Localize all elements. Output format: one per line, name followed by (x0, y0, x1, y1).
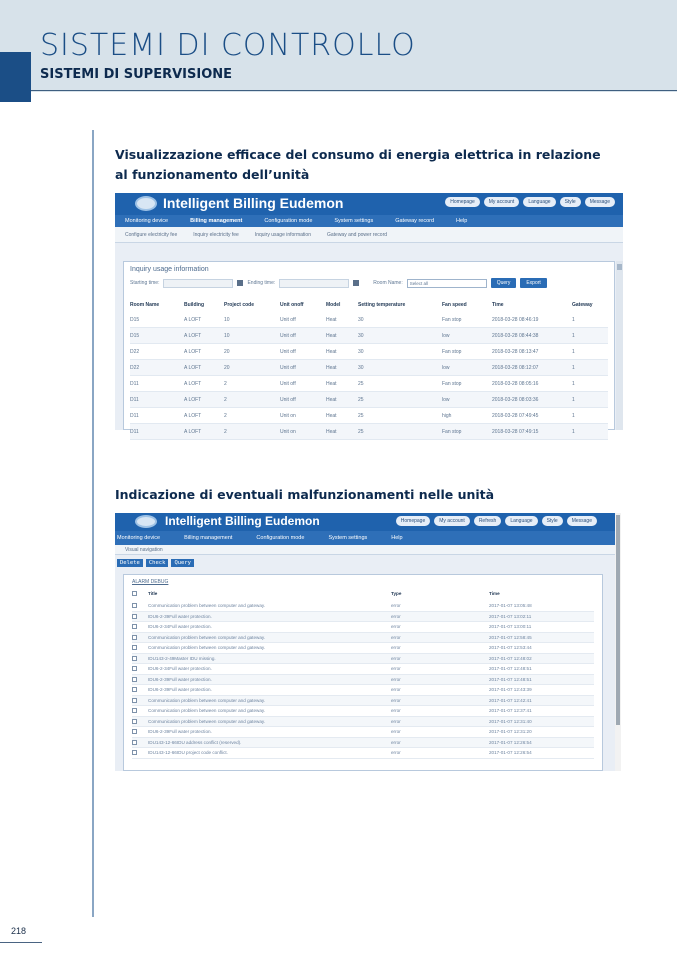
row-checkbox[interactable] (132, 645, 137, 650)
app-title: Intelligent Billing Eudemon (163, 195, 344, 211)
ending-time-label: Ending time: (247, 280, 276, 286)
alarm-table-header (132, 591, 594, 596)
alarm-row[interactable] (132, 696, 594, 707)
alarm-cell: 2017-01-07 12:42:41 (489, 697, 532, 703)
scrollbar[interactable] (615, 513, 621, 771)
header-divider (31, 90, 677, 91)
table-cell: A LOFT (184, 428, 202, 435)
homepage-link[interactable]: Homepage (396, 516, 430, 526)
calendar-icon[interactable] (353, 280, 359, 286)
table-cell: 1 (572, 380, 575, 387)
col-project-code[interactable]: Project code (224, 302, 255, 308)
col-model[interactable]: Model (326, 302, 341, 308)
row-checkbox-cell (132, 624, 148, 629)
table-cell: A LOFT (184, 316, 202, 323)
table-cell: Unit off (280, 380, 296, 387)
table-cell: 25 (358, 412, 364, 419)
alarm-cell: Communication problem between computer and gateway. (148, 708, 266, 714)
table-cell: Unit off (280, 348, 296, 355)
table-cell: Heat (326, 396, 337, 403)
alarm-cell: error (391, 603, 401, 609)
table-cell: D15 (130, 316, 140, 323)
table-cell: high (442, 412, 452, 419)
scrollbar-thumb[interactable] (616, 515, 620, 725)
starting-time-label: Starting time: (130, 280, 160, 286)
table-cell: A LOFT (184, 396, 202, 403)
col-room-name[interactable]: Room Name (130, 302, 160, 308)
table-cell: Heat (326, 348, 337, 355)
alarm-row[interactable] (132, 727, 594, 738)
table-cell: Unit off (280, 316, 296, 323)
table-cell: 2 (224, 428, 227, 435)
room-name-label: Room Name: (373, 280, 403, 286)
table-cell: D11 (130, 428, 139, 435)
panel-label: ALARM DEBUG (132, 579, 169, 585)
table-cell: 2018-03-28 08:05:16 (492, 380, 539, 387)
row-checkbox-cell (132, 729, 148, 734)
row-checkbox[interactable] (132, 687, 137, 692)
alarm-cell: Communication problem between computer and gateway. (148, 697, 266, 703)
alarm-cell: 2017-01-07 12:26:54 (489, 739, 532, 745)
table-row[interactable] (130, 376, 608, 392)
nav-help[interactable]: Help (391, 535, 403, 541)
table-cell: 30 (358, 348, 364, 355)
alarm-cell: IDU6-2-34Full water protection. (148, 624, 212, 630)
sub-nav (115, 545, 621, 555)
table-cell: D15 (130, 332, 140, 339)
page-title: SISTEMI DI CONTROLLO (40, 28, 416, 63)
table-row[interactable] (130, 424, 608, 440)
alarm-cell: error (391, 739, 401, 745)
nav-monitoring-device[interactable]: Monitoring device (117, 535, 161, 541)
alarm-cell: 2017-01-07 12:26:54 (489, 750, 532, 756)
table-cell: 1 (572, 428, 575, 435)
table-cell: 25 (358, 380, 364, 387)
row-checkbox[interactable] (132, 614, 137, 619)
style-link[interactable]: Style (542, 516, 563, 526)
table-cell: 30 (358, 364, 364, 371)
table-row[interactable] (130, 312, 608, 328)
row-checkbox[interactable] (132, 729, 137, 734)
row-checkbox-cell (132, 645, 148, 650)
row-checkbox[interactable] (132, 708, 137, 713)
table-cell: 10 (224, 332, 230, 339)
ending-time-input[interactable] (279, 279, 349, 288)
alarm-cell: 2017-01-07 12:37:41 (489, 708, 532, 714)
style-link[interactable]: Style (560, 197, 581, 207)
subnav-inquiry-usage[interactable]: Inquiry usage information (254, 231, 311, 238)
section1-heading-line2: al funzionamento dell’unità (115, 167, 310, 182)
row-checkbox-cell (132, 687, 148, 692)
alarm-row[interactable] (132, 748, 594, 759)
table-cell: Heat (326, 412, 337, 419)
alarm-cell: error (391, 718, 401, 724)
alarm-cell: 2017-01-07 13:02:11 (489, 613, 532, 619)
alarm-cell: IDU143-12-66IDU address conflict (reserved). (148, 739, 242, 745)
alarm-cell: IDU6-2-39Full water protection. (148, 687, 212, 693)
alarm-cell: 2017-01-07 12:58:45 (489, 634, 532, 640)
alarm-cell: 2017-01-07 12:48:02 (489, 655, 532, 661)
table-cell: D11 (130, 412, 139, 419)
nav-system-settings[interactable]: System settings (334, 218, 374, 224)
alarm-cell: error (391, 645, 401, 651)
calendar-icon[interactable] (237, 280, 243, 286)
row-checkbox[interactable] (132, 698, 137, 703)
app-logo-icon (135, 196, 157, 211)
row-checkbox-cell (132, 614, 148, 619)
language-link[interactable]: Language (523, 197, 555, 207)
table-cell: 25 (358, 396, 364, 403)
alarm-cell: 2017-01-07 12:53:44 (489, 645, 532, 651)
alarm-cell: error (391, 729, 401, 735)
col-gateway[interactable]: Gateway (572, 302, 593, 308)
alarm-cell: error (391, 634, 401, 640)
top-links (445, 197, 615, 207)
table-cell: Fan stop (442, 380, 462, 387)
row-checkbox[interactable] (132, 666, 137, 671)
subnav-inquiry-fee[interactable]: Inquiry electricity fee (193, 231, 239, 238)
table-cell: Unit on (280, 428, 296, 435)
table-row[interactable] (130, 392, 608, 408)
table-row[interactable] (130, 408, 608, 424)
col-type[interactable]: Type (391, 591, 402, 596)
alarm-cell: IDU6-2-39Full water protection. (148, 729, 212, 735)
alarm-row[interactable] (132, 685, 594, 696)
language-link[interactable]: Language (505, 516, 537, 526)
alarm-cell: 2017-01-07 12:31:20 (489, 729, 532, 735)
alarm-row[interactable] (132, 706, 594, 717)
nav-monitoring-device[interactable]: Monitoring device (125, 218, 169, 224)
section1-heading (115, 145, 601, 185)
table-cell: Heat (326, 332, 337, 339)
query-button[interactable]: Query (491, 278, 517, 288)
table-cell: low (442, 364, 450, 371)
page-number-rule (0, 942, 42, 943)
table-cell: 2 (224, 412, 227, 419)
table-cell: 2018-03-28 08:03:36 (492, 396, 539, 403)
app-header-bar (115, 193, 623, 215)
table-cell: 20 (224, 364, 230, 371)
alarm-cell: error (391, 708, 401, 714)
alarm-panel (123, 574, 603, 771)
alarm-cell: error (391, 676, 401, 682)
alarm-cell: error (391, 655, 401, 661)
table-cell: Unit off (280, 396, 296, 403)
table-cell: A LOFT (184, 364, 202, 371)
subnav-visual-navigation[interactable]: Visual navigation (125, 546, 163, 553)
table-row[interactable] (130, 360, 608, 376)
header-accent-tab (0, 52, 31, 102)
row-checkbox-cell (132, 656, 148, 661)
alarm-cell: IDU143-12-66IDU project code conflict. (148, 750, 228, 756)
message-link[interactable]: Message (585, 197, 615, 207)
page-number: 218 (11, 926, 27, 936)
table-cell: A LOFT (184, 380, 202, 387)
table-cell: Heat (326, 380, 337, 387)
alarm-cell: IDU6-2-39Full water protection. (148, 676, 212, 682)
alarm-cell: error (391, 687, 401, 693)
select-all-checkbox[interactable] (132, 591, 137, 596)
app-header-bar (115, 513, 621, 531)
alarm-cell: 2017-01-07 13:00:11 (489, 624, 532, 630)
table-cell: low (442, 332, 450, 339)
nav-gateway-record[interactable]: Gateway record (395, 218, 435, 224)
alarm-row[interactable] (132, 622, 594, 633)
row-checkbox-cell (132, 719, 148, 724)
col-title[interactable]: Title (148, 591, 158, 596)
table-cell: low (442, 396, 450, 403)
subnav-configure-fee[interactable]: Configure electricity fee (125, 231, 178, 238)
alarm-cell: error (391, 666, 401, 672)
row-checkbox[interactable] (132, 719, 137, 724)
scrollbar-thumb[interactable] (617, 264, 622, 270)
table-cell: 20 (224, 348, 230, 355)
alarm-cell: Communication problem between computer and gateway. (148, 718, 266, 724)
table-cell: 2018-03-28 08:13:47 (492, 348, 539, 355)
nav-billing-management[interactable]: Billing management (184, 535, 233, 541)
table-cell: Heat (326, 364, 337, 371)
my-account-link[interactable]: My account (434, 516, 470, 526)
table-cell: 10 (224, 316, 230, 323)
col-time[interactable]: Time (489, 591, 500, 596)
panel-title: Inquiry usage information (130, 266, 209, 273)
row-checkbox[interactable] (132, 603, 137, 608)
row-checkbox-cell (132, 750, 148, 755)
table-cell: 25 (358, 428, 364, 435)
row-checkbox[interactable] (132, 677, 137, 682)
usage-panel (123, 261, 615, 435)
table-cell: D11 (130, 396, 139, 403)
table-header (130, 302, 608, 308)
content-margin-rule (92, 130, 94, 917)
table-row[interactable] (130, 328, 608, 344)
table-cell: D22 (130, 348, 140, 355)
table-cell: 1 (572, 364, 575, 371)
page-subtitle: SISTEMI DI SUPERVISIONE (40, 67, 233, 82)
nav-configuration-mode[interactable]: Configuration mode (264, 218, 313, 224)
row-checkbox[interactable] (132, 750, 137, 755)
alarm-row[interactable] (132, 612, 594, 623)
table-cell: Heat (326, 428, 337, 435)
table-cell: 30 (358, 316, 364, 323)
nav-billing-management[interactable]: Billing management (190, 218, 243, 224)
alarm-cell: error (391, 697, 401, 703)
alarm-cell: Communication problem between computer and gateway. (148, 645, 266, 651)
col-setting-temperature[interactable]: Setting temperature (358, 302, 406, 308)
alarm-cell: error (391, 624, 401, 630)
table-row[interactable] (130, 344, 608, 360)
table-cell: Fan stop (442, 428, 462, 435)
table-cell: 2018-03-28 07:49:15 (492, 428, 539, 435)
delete-button[interactable]: Delete (117, 559, 143, 567)
table-cell: Unit off (280, 332, 296, 339)
row-checkbox-cell (132, 666, 148, 671)
row-checkbox-cell (132, 708, 148, 713)
alarm-row[interactable] (132, 664, 594, 675)
table-cell: 2018-03-28 08:44:38 (492, 332, 539, 339)
table-cell: 30 (358, 332, 364, 339)
alarm-row[interactable] (132, 738, 594, 749)
table-cell: A LOFT (184, 332, 202, 339)
table-cell: Unit off (280, 364, 296, 371)
check-button[interactable]: Check (146, 559, 169, 567)
table-cell: Unit on (280, 412, 296, 419)
alarm-row[interactable] (132, 643, 594, 654)
alarm-cell: 2017-01-07 12:48:51 (489, 666, 532, 672)
table-cell: D11 (130, 380, 139, 387)
main-nav (115, 215, 623, 227)
query-button[interactable]: Query (171, 559, 194, 567)
row-checkbox[interactable] (132, 740, 137, 745)
table-cell: 2018-03-28 08:12:07 (492, 364, 539, 371)
top-links (396, 516, 597, 526)
row-checkbox-cell (132, 698, 148, 703)
table-cell: 1 (572, 348, 575, 355)
alarm-cell: 2017-01-07 12:48:51 (489, 676, 532, 682)
nav-configuration-mode[interactable]: Configuration mode (256, 535, 305, 541)
table-cell: A LOFT (184, 412, 202, 419)
table-cell: 2 (224, 396, 227, 403)
alarm-toolbar (117, 559, 194, 567)
my-account-link[interactable]: My account (484, 197, 520, 207)
alarm-row[interactable] (132, 654, 594, 665)
alarm-row[interactable] (132, 633, 594, 644)
scrollbar[interactable] (616, 261, 623, 430)
alarm-screenshot (115, 513, 621, 771)
alarm-cell: 2017-01-07 13:05:48 (489, 603, 532, 609)
app-title: Intelligent Billing Eudemon (165, 514, 320, 528)
alarm-cell: error (391, 613, 401, 619)
alarm-cell: 2017-01-07 12:31:40 (489, 718, 532, 724)
export-button[interactable]: Export (520, 278, 546, 288)
table-cell: 1 (572, 412, 575, 419)
col-unit-onoff[interactable]: Unit onoff (280, 302, 304, 308)
alarm-cell: Communication problem between computer and gateway. (148, 603, 266, 609)
col-fan-speed[interactable]: Fan speed (442, 302, 467, 308)
table-cell: 1 (572, 332, 575, 339)
table-cell: 2018-03-28 08:46:19 (492, 316, 539, 323)
alarm-cell: Communication problem between computer and gateway. (148, 634, 266, 640)
message-link[interactable]: Message (567, 516, 597, 526)
table-cell: A LOFT (184, 348, 202, 355)
row-checkbox[interactable] (132, 635, 137, 640)
table-cell: Fan stop (442, 316, 462, 323)
alarm-cell: error (391, 750, 401, 756)
alarm-cell: IDU6-2-34Full water protection. (148, 666, 212, 672)
subnav-gateway-power[interactable]: Gateway and power record (326, 231, 388, 238)
app-logo-icon (135, 515, 157, 528)
alarm-row[interactable] (132, 717, 594, 728)
main-nav (115, 531, 621, 545)
col-time[interactable]: Time (492, 302, 504, 308)
alarm-row[interactable] (132, 601, 594, 612)
usage-screenshot (115, 193, 623, 435)
homepage-link[interactable]: Homepage (445, 197, 479, 207)
nav-system-settings[interactable]: System settings (328, 535, 368, 541)
alarm-cell: IDU143-2-49Master IDU missing. (148, 655, 216, 661)
alarm-row[interactable] (132, 675, 594, 686)
row-checkbox-cell (132, 603, 148, 608)
filter-bar (130, 276, 610, 290)
table-cell: D22 (130, 364, 140, 371)
nav-help[interactable]: Help (456, 218, 468, 224)
section2-heading: Indicazione di eventuali malfunzionamenti nelle unità (115, 487, 495, 502)
table-cell: 1 (572, 396, 575, 403)
alarm-cell: IDU6-2-39Full water protection. (148, 613, 212, 619)
row-checkbox-cell (132, 740, 148, 745)
table-cell: 2 (224, 380, 227, 387)
row-checkbox[interactable] (132, 656, 137, 661)
table-cell: 1 (572, 316, 575, 323)
section1-heading-line1: Visualizzazione efficace del consumo di energia elettrica in relazione (115, 147, 601, 162)
table-cell: Fan stop (442, 348, 462, 355)
row-checkbox[interactable] (132, 624, 137, 629)
refresh-link[interactable]: Refresh (474, 516, 502, 526)
sub-nav (115, 227, 623, 243)
table-cell: Heat (326, 316, 337, 323)
room-name-select[interactable]: Select all (407, 279, 487, 288)
table-cell: 2018-03-28 07:49:45 (492, 412, 539, 419)
starting-time-input[interactable] (163, 279, 233, 288)
row-checkbox-cell (132, 635, 148, 640)
row-checkbox-cell (132, 677, 148, 682)
col-building[interactable]: Building (184, 302, 204, 308)
alarm-cell: 2017-01-07 12:43:39 (489, 687, 532, 693)
